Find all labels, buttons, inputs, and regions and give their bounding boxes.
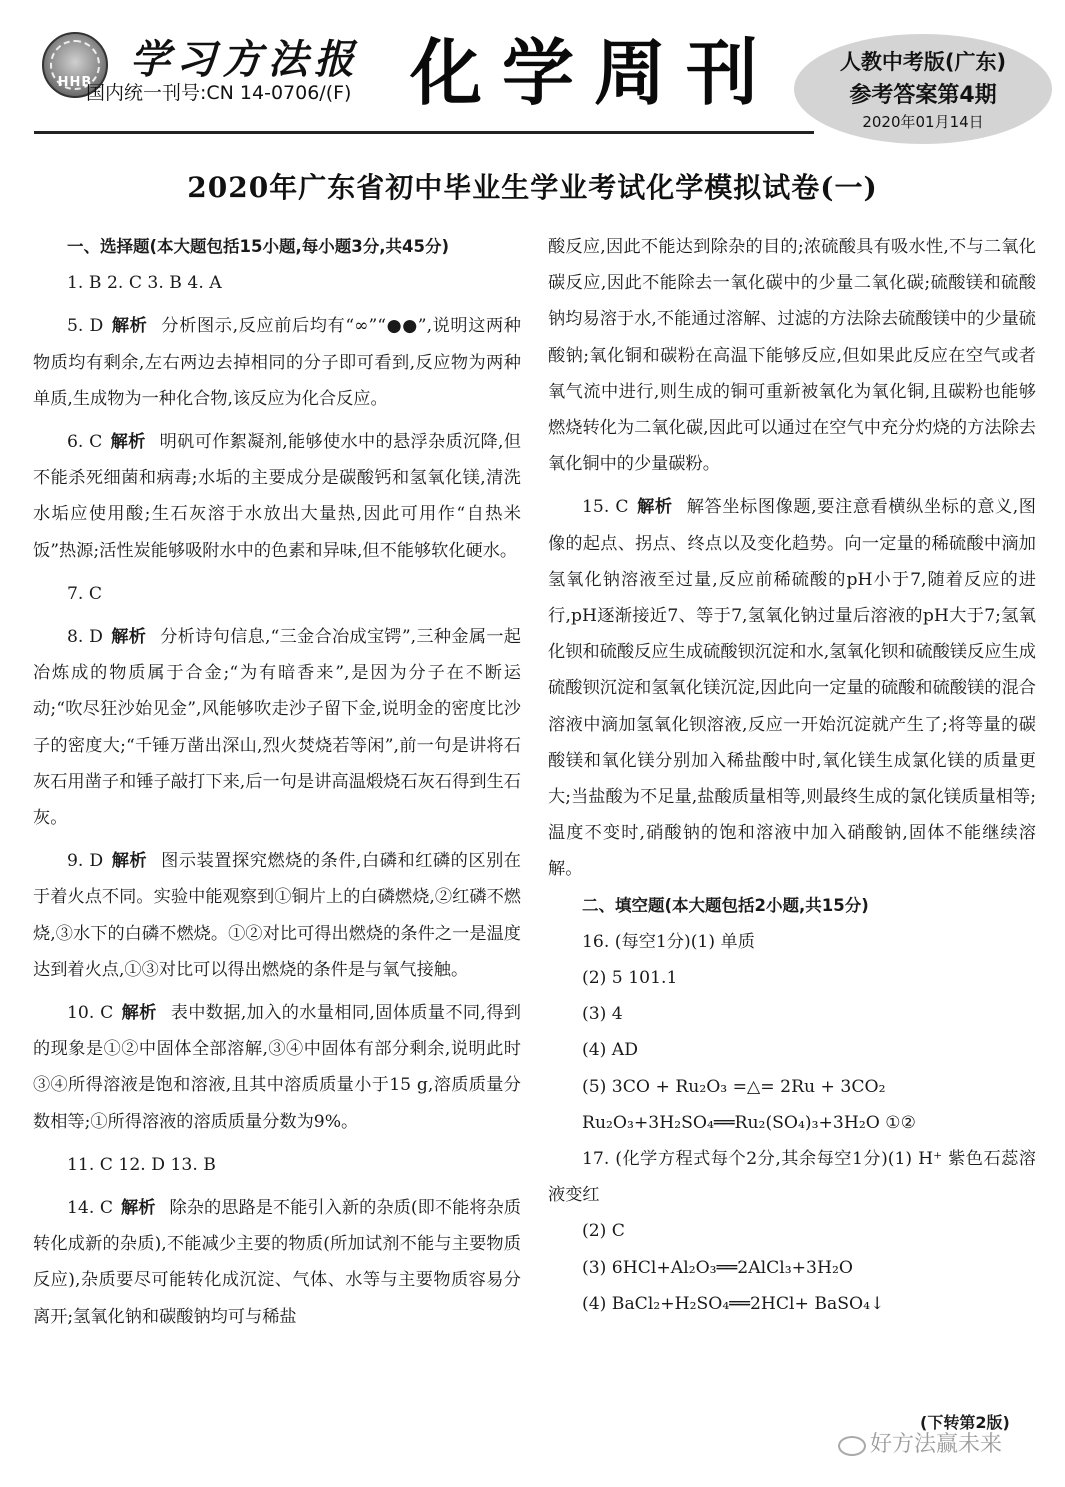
watermark: 好方法赢未来	[870, 1432, 1003, 1457]
answer-line: (4) AD	[582, 1040, 639, 1061]
answer-analysis	[33, 995, 521, 1140]
analysis-tag: 解析	[110, 627, 147, 648]
answer-line: 16. (每空1分)(1) 单质	[582, 931, 755, 952]
answer-analysis	[33, 843, 521, 988]
section-heading: 一、选择题(本大题包括15小题,每小题3分,共45分)	[67, 237, 450, 256]
answer-analysis	[33, 1190, 521, 1335]
answer-line: (3) 4	[582, 1004, 623, 1025]
answer-number: 10. C	[67, 1003, 114, 1024]
analysis-text: 分析诗句信息,“三金合冶成宝锷”,三种金属一起冶炼成的物质属于合金;“为有暗香来”,是因为分子在不断运动;“吹尽狂沙始见金”,风能够吹走沙子留下金,说明金的密度比沙子的密度大;“千锤万凿出深山,烈火焚烧若等闲”,前一句是讲将石灰石用凿子和锤子敲打下来,后一句是讲高温煅烧石灰石得到生石灰。	[33, 627, 521, 829]
analysis-text: 除杂的思路是不能引入新的杂质(即不能将杂质转化成新的杂质),不能减少主要的物质(所加试剂不能与主要物质反应),杂质要尽可能转化成沉淀、气体、水等与主要物质容易分离开;氢氧化钠和碳酸钠均可与稀盐	[33, 1198, 521, 1327]
answer-line: 17. (化学方程式每个2分,其余每空1分)(1) H⁺ 紫色石蕊溶液变红	[548, 1149, 1036, 1206]
answer-line: (3) 6HCl+Al₂O₃══2AlCl₃+3H₂O	[582, 1257, 853, 1278]
continued-paragraph: 酸反应,因此不能达到除杂的目的;浓硫酸具有吸水性,不与二氧化碳反应,因此不能除去一氧化碳中的少量二氧化碳;硫酸镁和硫酸钠均易溶于水,不能通过溶解、过滤的方法除去硫酸镁中的少量硫酸钠;氧化铜和碳粉在高温下能够反应,但如果此反应在空气或者氧气流中进行,则生成的铜可重新被氧化为氧化铜,且碳粉也能够燃烧转化为二氧化碳,因此可以通过在空气中充分灼烧的方法除去氧化铜中的少量碳粉。	[548, 237, 1036, 475]
masthead	[34, 28, 1034, 143]
answer-number: 8. D	[67, 627, 103, 648]
answer-line: (4) BaCl₂+H₂SO₄══2HCl+ BaSO₄↓	[582, 1293, 885, 1314]
answer-number: 5. D	[67, 316, 104, 337]
answer-number: 9. D	[67, 851, 104, 872]
wechat-icon	[838, 1436, 866, 1456]
masthead-rule	[34, 131, 814, 134]
analysis-text: 分析图示,反应前后均有“∞”“●●”,说明这两种物质均有剩余,左右两边去掉相同的分子即可看到,反应物为两种单质,生成物为一种化合物,该反应为化合反应。	[33, 316, 521, 409]
analysis-text: 明矾可作絮凝剂,能够使水中的悬浮杂质沉降,但不能杀死细菌和病毒;水垢的主要成分是碳酸钙和氢氧化镁,清洗水垢应使用酸;生石灰溶于水放出大量热,因此可用作“自热米饭”热源;活性炭能够吸附水中的色素和异味,但不能够软化硬水。	[33, 432, 521, 561]
analysis-text: 表中数据,加入的水量相同,固体质量不同,得到的现象是①②中固体全部溶解,③④中固体有部分剩余,说明此时③④所得溶液是饱和溶液,且其中溶质质量小于15 g,溶质质量分数相等;①所得溶液的溶质质量分数为9%。	[33, 1003, 521, 1132]
answer-analysis	[33, 424, 521, 569]
answer-line: 7. C	[67, 583, 103, 604]
issue-date: 2020年01月14日	[862, 113, 984, 131]
analysis-tag: 解析	[111, 851, 148, 872]
brand-name: 学习方法报	[130, 37, 360, 83]
issue-label: 参考答案第4期	[849, 83, 997, 108]
answer-line: (5) 3CO + Ru₂O₃ =△= 2Ru + 3CO₂	[582, 1076, 886, 1097]
issue-badge	[794, 34, 1052, 144]
answer-number: 15. C	[582, 497, 629, 518]
issn-number: 国内统一刊号:CN 14-0706/(F)	[86, 82, 352, 104]
answer-number: 14. C	[67, 1198, 113, 1219]
analysis-tag: 解析	[636, 497, 673, 518]
analysis-text: 解答坐标图像题,要注意看横纵坐标的意义,图像的起点、拐点、终点以及变化趋势。向一定量的稀硫酸中滴加氢氧化钠溶液至过量,反应前稀硫酸的pH小于7,随着反应的进行,pH逐渐接近7、等于7,氢氧化钠过量后溶液的pH大于7;氢氧化钡和硫酸反应生成硫酸钡沉淀和水,氢氧化钡和硫酸镁反应生成硫酸钡沉淀和氢氧化镁沉淀,因此向一定量的硫酸和硫酸镁的混合溶液中滴加氢氧化钡溶液,反应一开始沉淀就产生了;将等量的碳酸镁和氧化镁分别加入稀盐酸中时,氧化镁生成氯化镁的质量更大;当盐酸为不足量,盐酸质量相等,则最终生成的氯化镁质量相等;温度不变时,硝酸钠的饱和溶液中加入硝酸钠,固体不能继续溶解。	[548, 497, 1036, 880]
answer-analysis	[548, 489, 1036, 887]
section-heading: 二、填空题(本大题包括2小题,共15分)	[582, 895, 869, 915]
continued-note: (下转第2版)	[920, 1413, 1010, 1432]
answer-number: 6. C	[67, 432, 103, 453]
answer-line: (2) 5 101.1	[582, 968, 678, 989]
answer-line: 11. C 12. D 13. B	[67, 1154, 216, 1175]
page-title: 2020年广东省初中毕业生学业考试化学模拟试卷(一)	[187, 171, 878, 204]
left-column	[33, 229, 521, 1335]
right-column	[548, 229, 1036, 1322]
answer-analysis	[33, 308, 521, 417]
journal-title: 化学周刊	[410, 31, 779, 115]
analysis-text: 图示装置探究燃烧的条件,白磷和红磷的区别在于着火点不同。实验中能观察到①铜片上的白磷燃烧,②红磷不燃烧,③水下的白磷不燃烧。①②对比可得出燃烧的条件之一是温度达到着火点,①③对比可以得出燃烧的条件是与氧气接触。	[33, 851, 521, 980]
edition-label: 人教中考版(广东)	[839, 50, 1007, 74]
answer-line: (2) C	[582, 1221, 625, 1242]
logo-text: HHB	[57, 75, 93, 90]
analysis-tag: 解析	[121, 1003, 157, 1024]
analysis-tag: 解析	[121, 1198, 156, 1219]
answer-analysis	[33, 619, 521, 836]
analysis-tag: 解析	[111, 316, 148, 337]
analysis-tag: 解析	[110, 432, 146, 453]
answer-line: Ru₂O₃+3H₂SO₄══Ru₂(SO₄)₃+3H₂O ①②	[582, 1112, 917, 1133]
answer-line: 1. B 2. C 3. B 4. A	[67, 273, 222, 294]
